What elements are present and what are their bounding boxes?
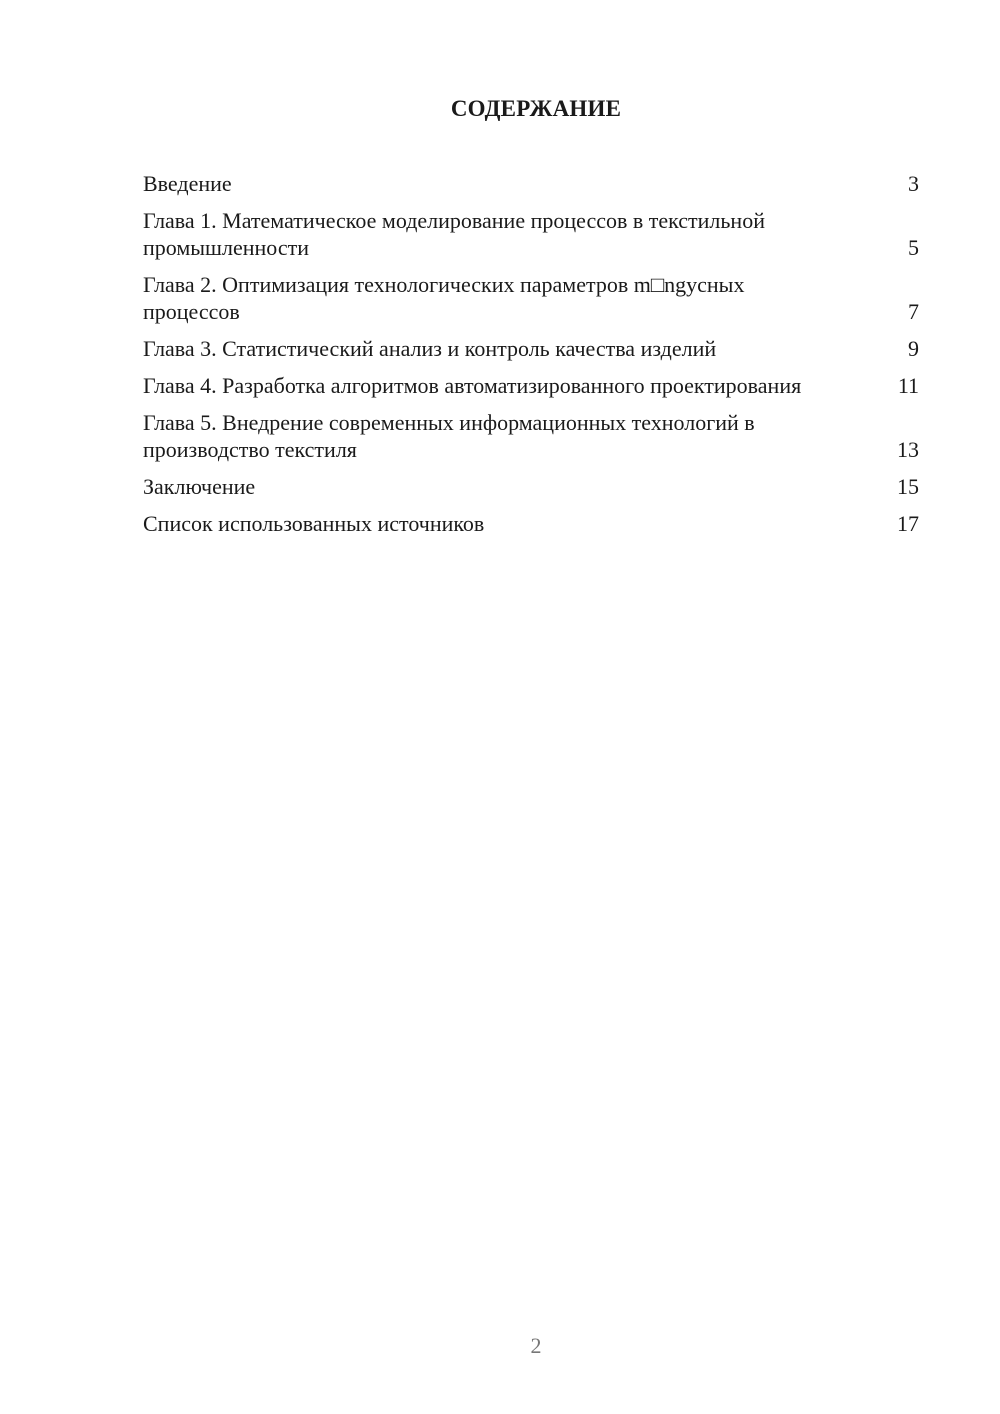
table-of-contents xyxy=(143,170,919,547)
toc-entry-page: 13 xyxy=(897,437,919,462)
toc-entry-chapter-3[interactable] xyxy=(143,335,919,362)
toc-entry-title: Заключение xyxy=(143,474,256,499)
toc-entry-page: 7 xyxy=(908,299,919,324)
toc-entry-conclusion[interactable] xyxy=(143,473,919,500)
toc-entry-title: Глава 2. Оптимизация технологических параметров m□ngyсных процессов xyxy=(143,272,745,324)
toc-entry-chapter-2[interactable] xyxy=(143,271,919,325)
toc-entry-chapter-5[interactable] xyxy=(143,409,919,463)
toc-entry-chapter-4[interactable] xyxy=(143,372,919,399)
toc-entry-title: Глава 3. Статистический анализ и контроль качества изделий xyxy=(143,336,717,361)
toc-entry-chapter-1[interactable] xyxy=(143,207,919,261)
toc-entry-title: Глава 1. Математическое моделирование процессов в текстильной промышленности xyxy=(143,208,765,260)
toc-entry-page: 17 xyxy=(897,511,919,536)
toc-entry-title: Введение xyxy=(143,171,232,196)
page-number: 2 xyxy=(530,1333,542,1358)
toc-entry-page: 5 xyxy=(908,235,919,260)
toc-entry-title: Глава 5. Внедрение современных информационных технологий в производство текстиля xyxy=(143,410,755,462)
toc-entry-references[interactable] xyxy=(143,510,919,537)
toc-entry-page: 9 xyxy=(908,336,919,361)
toc-entry-page: 11 xyxy=(897,373,919,398)
toc-entry-page: 15 xyxy=(897,474,919,499)
toc-entry-title: Список использованных источников xyxy=(143,511,485,536)
toc-entry-title: Глава 4. Разработка алгоритмов автоматизированного проектирования xyxy=(143,373,802,398)
toc-entry-page: 3 xyxy=(908,171,919,196)
page-title: СОДЕРЖАНИЕ xyxy=(450,96,622,121)
toc-entry-introduction[interactable] xyxy=(143,170,919,197)
